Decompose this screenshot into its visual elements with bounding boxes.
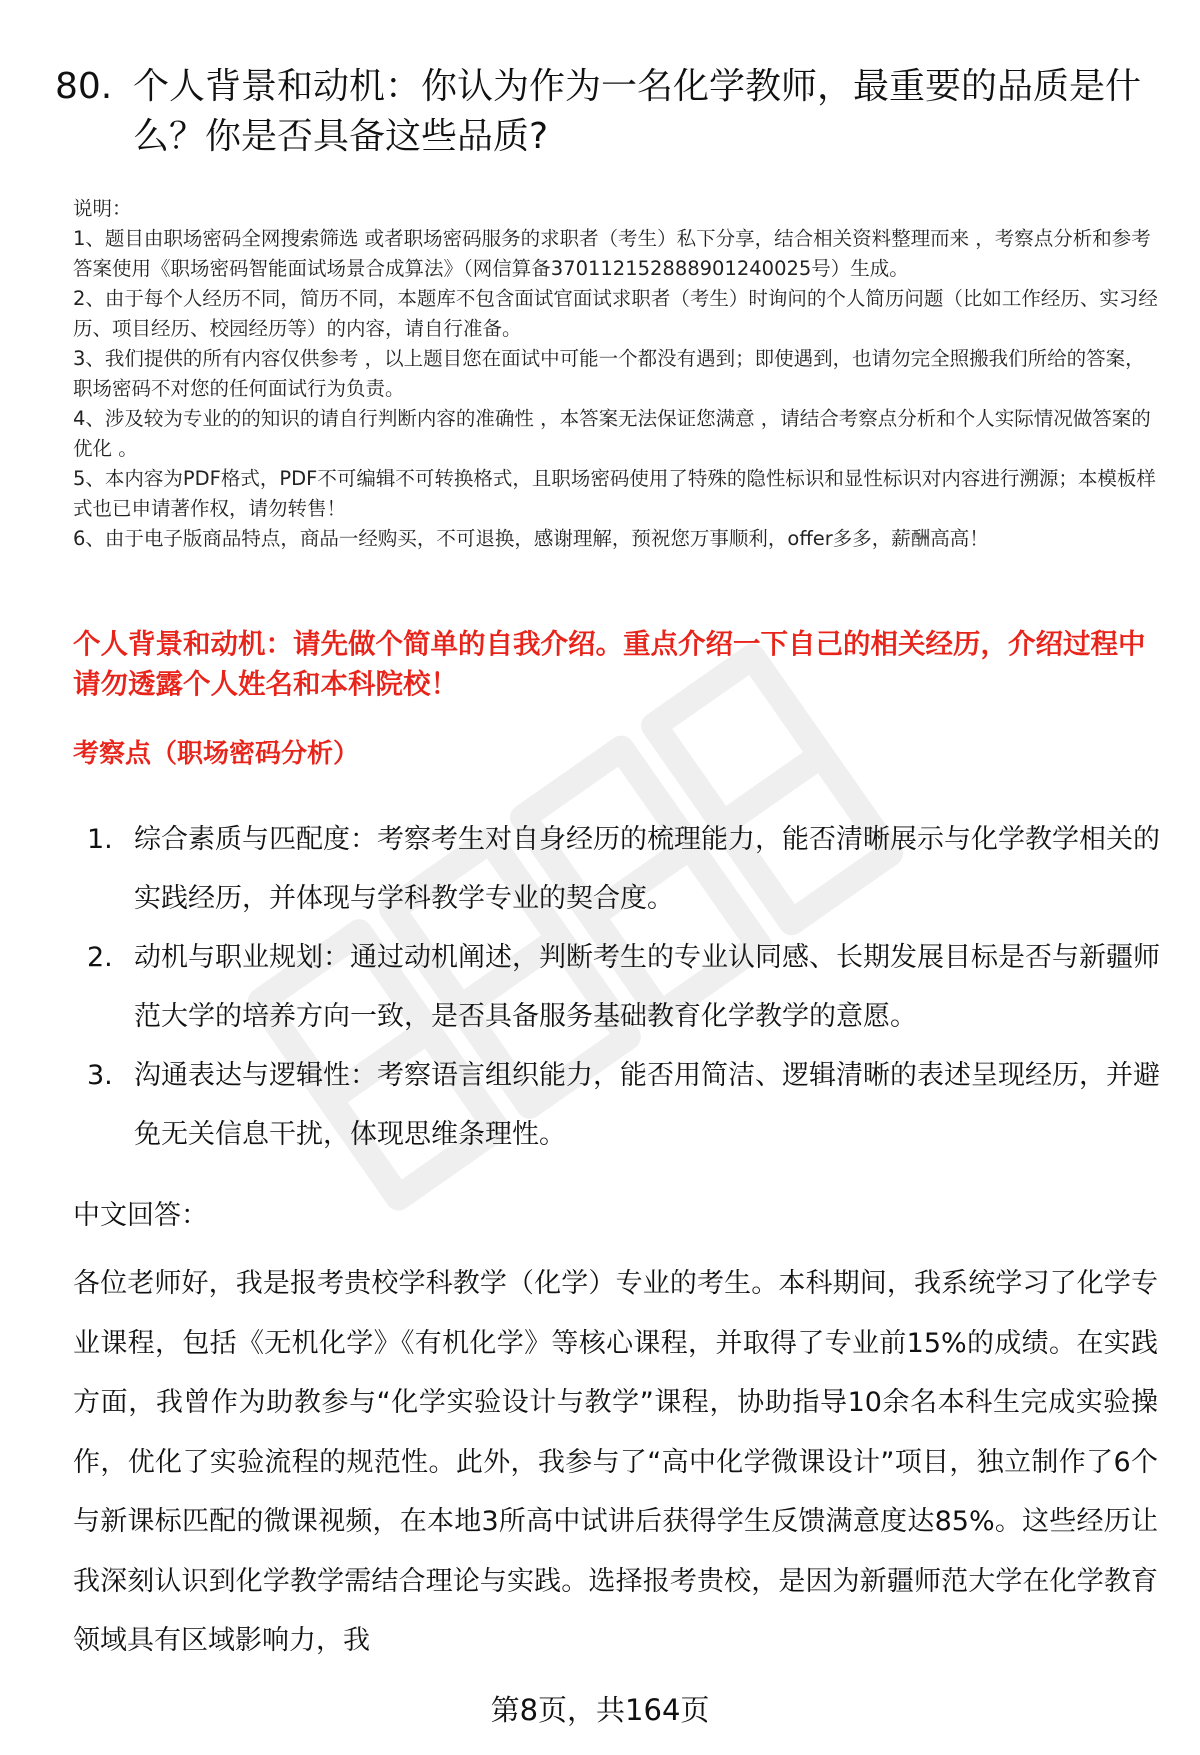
list-item [73,928,1163,1046]
page-footer: 第8页，共164页 [490,1693,710,1727]
point-number: 1. [87,824,113,855]
answer-body: 各位老师好，我是报考贵校学科教学（化学）专业的考生。本科期间，我系统学习了化学专业课程，包括《无机化学》《有机化学》等核心课程，并取得了专业前15%的成绩。在实践方面，我曾作为助教参与“化学实验设计与教学”课程，协助指导10余名本科生完成实验操作，优化了实验流程的规范性。此外，我参与了“高中化学微课设计”项目，独立制作了6个与新课标匹配的微课视频，在本地3所高中试讲后获得学生反馈满意度达85%。这些经历让我深刻认识到化学教学需结合理论与实践。选择报考贵校，是因为新疆师范大学在化学教育领域具有区域影响力，我 [73,1268,1158,1656]
question-text: 个人背景和动机：你认为作为一名化学教师，最重要的品质是什么？你是否具备这些品质? [133,66,1142,157]
list-item [73,1046,1163,1164]
notes-heading: 说明： [73,197,132,220]
note-item-6: 6、由于电子版商品特点，商品一经购买，不可退换，感谢理解，预祝您万事顺利，offer多多，薪酬高高！ [73,527,989,550]
note-item-3: 3、我们提供的所有内容仅供参考 ，以上题目您在面试中可能一个都没有遇到；即使遇到，也请勿完全照搬我们所给的答案，职场密码不对您的任何面试行为负责。 [73,347,1145,400]
note-item-5: 5、本内容为PDF格式，PDF不可编辑不可转换格式，且职场密码使用了特殊的隐性标识和显性标识对内容进行溯源；本模板样式也已申请著作权，请勿转售！ [73,467,1156,520]
analysis-title: 考察点（职场密码分析） [73,739,360,769]
note-item-4: 4、涉及较为专业的的知识的请自行判断内容的准确性 ，本答案无法保证您满意 ，请结合考察点分析和个人实际情况做答案的优化 。 [73,407,1151,460]
point-number: 3. [87,1060,113,1091]
point-text: 综合素质与匹配度：考察考生对自身经历的梳理能力，能否清晰展示与化学教学相关的实践经历，并体现与学科教学专业的契合度。 [134,824,1160,914]
note-item-2: 2、由于每个人经历不同，简历不同，本题库不包含面试官面试求职者（考生）时询问的个人简历问题（比如工作经历、实习经历、项目经历、校园经历等）的内容，请自行准备。 [73,287,1158,340]
disclaimer-notes [73,194,1163,554]
answer-label: 中文回答： [73,1200,208,1231]
analysis-points [73,810,1163,1164]
point-text: 沟通表达与逻辑性：考察语言组织能力，能否用简洁、逻辑清晰的表述呈现经历，并避免无关信息干扰，体现思维条理性。 [134,1060,1160,1150]
interview-prompt: 个人背景和动机：请先做个简单的自我介绍。重点介绍一下自己的相关经历，介绍过程中请勿透露个人姓名和本科院校！ [73,628,1146,700]
note-item-1: 1、题目由职场密码全网搜索筛选 或者职场密码服务的求职者（考生）私下分享，结合相关资料整理而来 ，考察点分析和参考答案使用《职场密码智能面试场景合成算法》（网信算备370112152888901240025号）生成。 [73,227,1151,280]
point-text: 动机与职业规划：通过动机阐述，判断考生的专业认同感、长期发展目标是否与新疆师范大学的培养方向一致，是否具备服务基础教育化学教学的意愿。 [134,942,1160,1032]
question-heading [55,62,1155,162]
point-number: 2. [87,942,113,973]
question-number: 80. [55,66,113,107]
list-item [73,810,1163,928]
